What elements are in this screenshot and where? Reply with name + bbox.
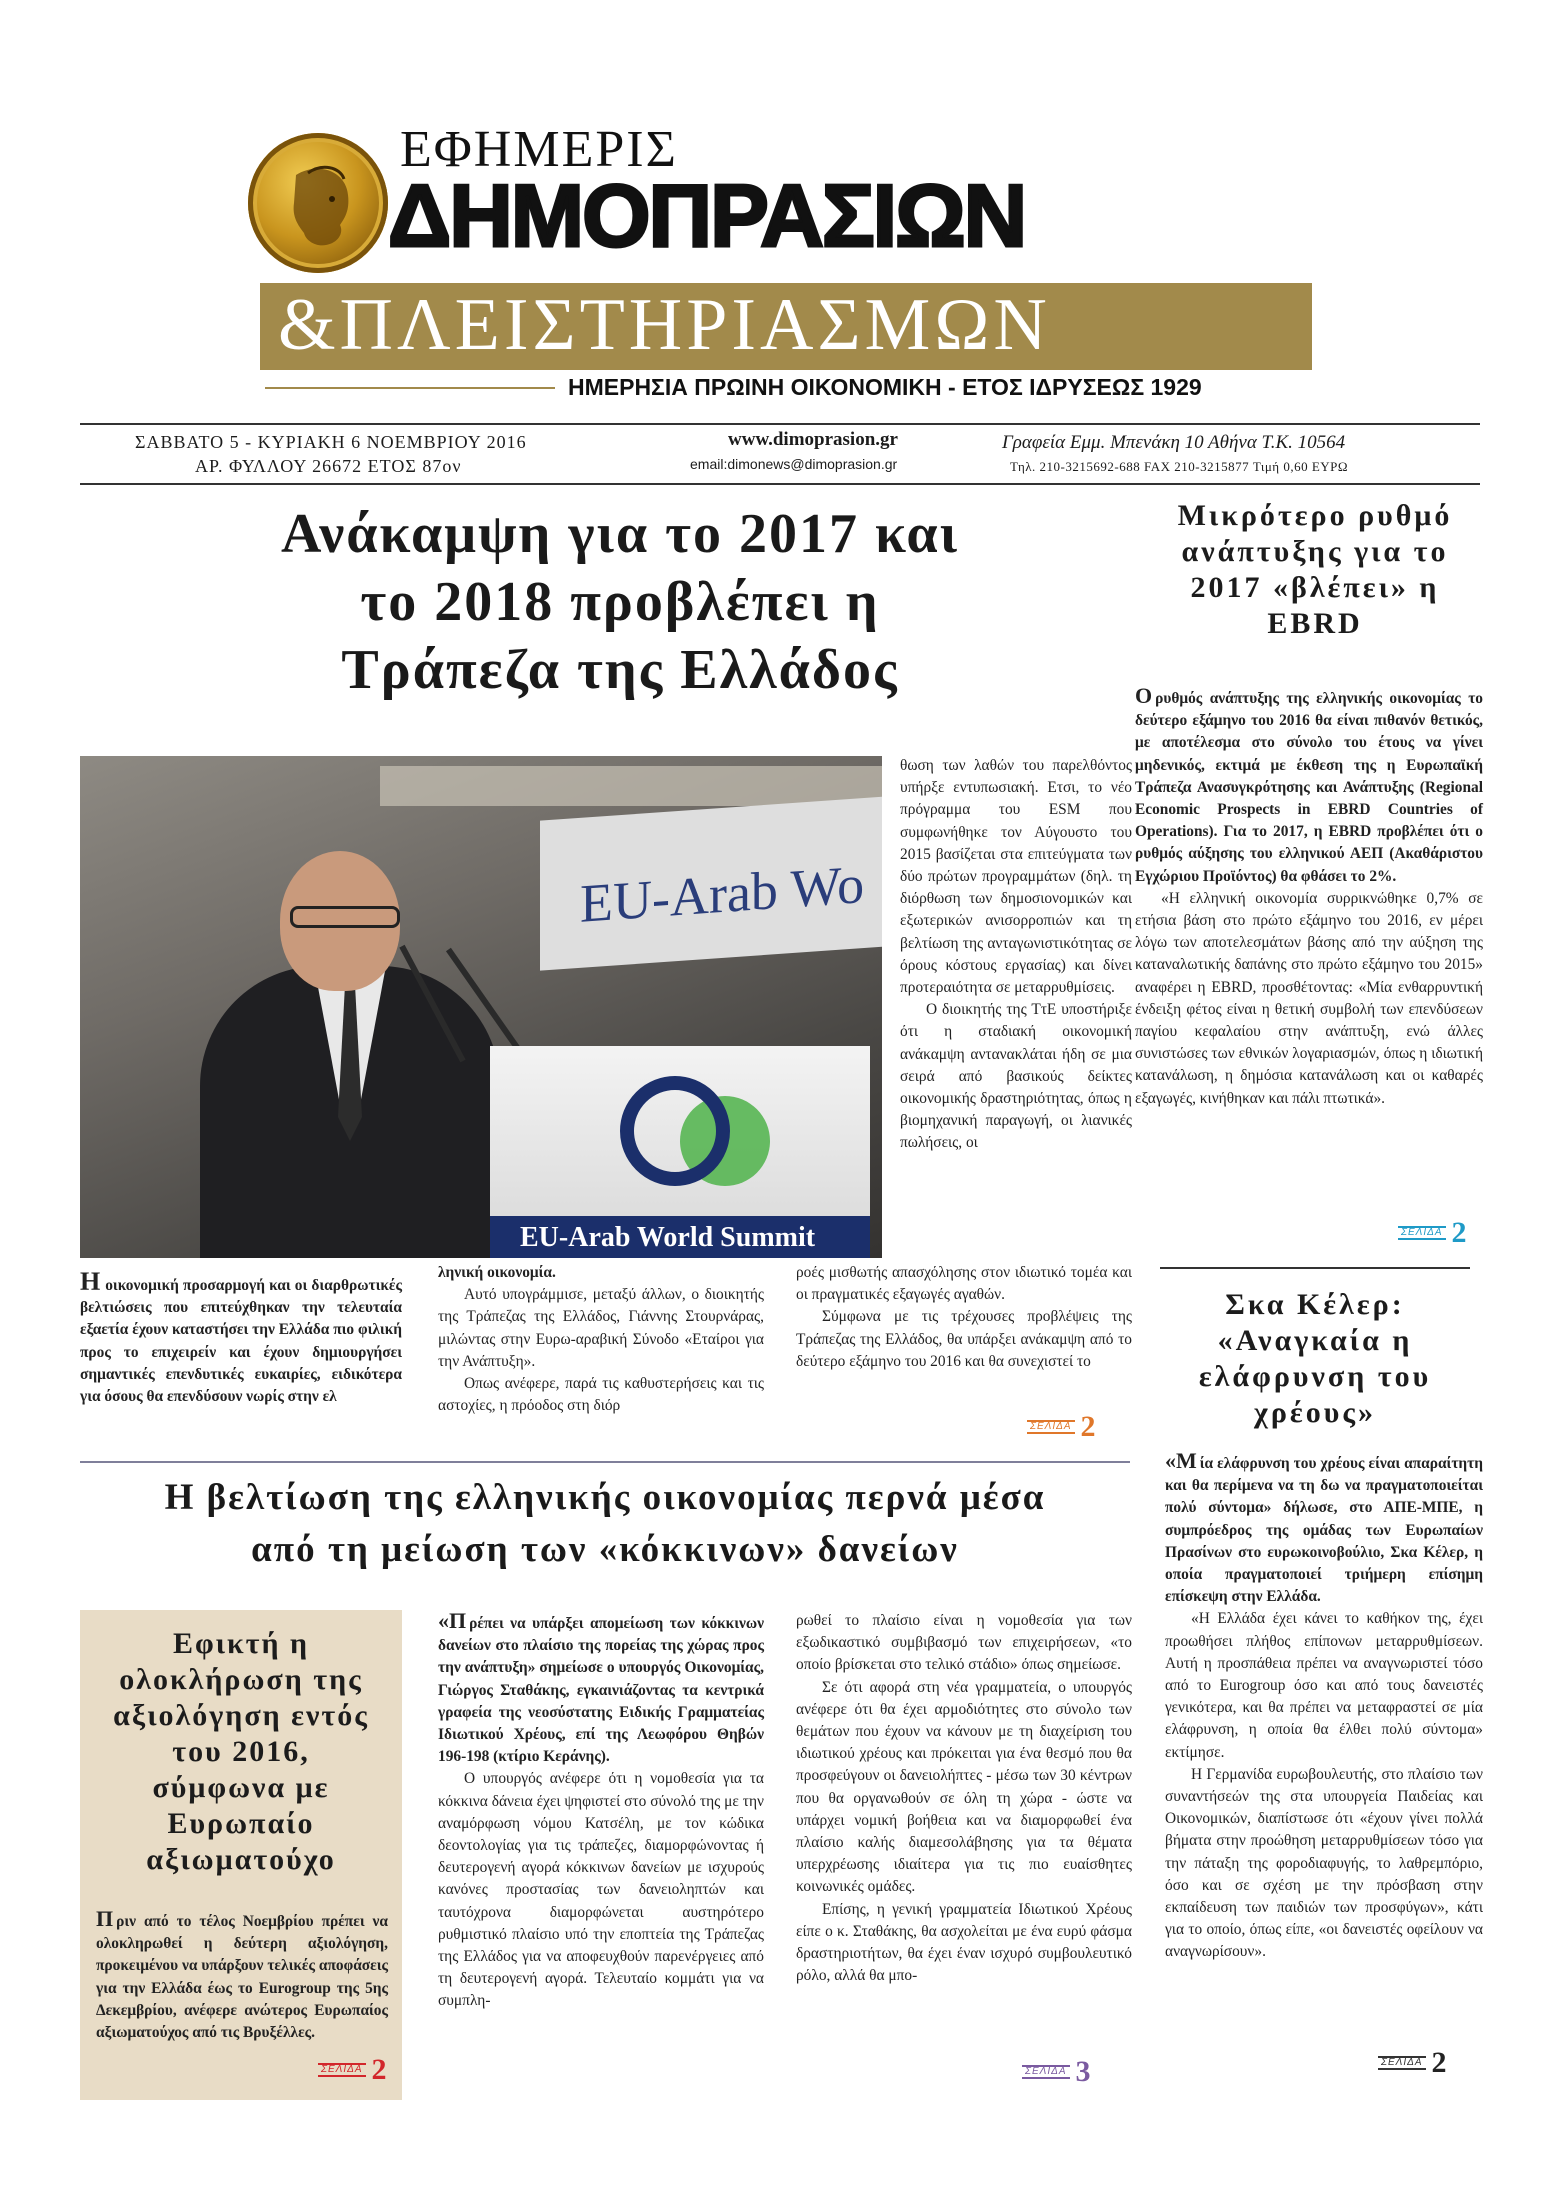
paragraph: «Η Ελλάδα έχει κάνει το καθήκον της, έχει προωθήσει πλήθος επίπονων μεταρρυθμίσεων. Αυτή η προσπάθεια πρέπει να αναγνωριστεί τόσο από το Eurogroup όσο και από τους δανειστές γενικότερα, και θα πρέπει να μεταφραστεί σε μία ελάφρυνση, η οποία θα έλθει πολύ σύντομα» εκτίμησε. bbox=[1165, 1610, 1483, 1761]
dropcap: Ο bbox=[1135, 683, 1153, 708]
paragraph: Σε ότι αφορά στη νέα γραμματεία, ο υπουργός ανέφερε ότι θα έχει αρμοδιότητες στο σύνολο των θεμάτων που έχουν να κάνουν με τη διαχείριση του ιδιωτικού χρέους και πρόκειται για ένα θεσμό που θα προσφεύγουν οι δανειολήπτες - μέσω των 30 κέντρων που θα οργανωθούν σε όλη τη χώρα - ώστε να υπάρχει νομική βοήθεια και να διαμορφωθεί ένα πλαίσιο καλής διαμεσολάβησης για τα θέματα υπερχρέωσης ιδιαίτερα για τις πιο ευαίσθητες κοινωνικές ομάδες. bbox=[796, 1678, 1132, 1896]
loans-page-ref[interactable] bbox=[1022, 2057, 1091, 2087]
lead-text: ρυθμός ανάπτυξης της ελληνικής οικονομίας το δεύτερο εξάμηνο του 2016 θα είναι πιθανόν θετικός, με αποτέλεσμα στο σύνολο του έτους να γίνει μηδενικός, εκτιμά με έκθεση της η Ευρωπαϊκή Τράπεζα Ανασυγκρότησης και Ανάπτυξης (Regional Economic Prospects in EBRD Countries of Operations). Για το 2017, η EBRD προβλέπει ότι ο ρυθμός αύξησης του ελληνικού ΑΕΠ (Ακαθάριστου Εγχώριου Προϊόντος) θα φθάσει το 2%. bbox=[1135, 690, 1483, 885]
main-article-col-3 bbox=[796, 1262, 1132, 1373]
lead-text: ρέπει να υπάρξει απομείωση των κόκκινων δανείων στο πλαίσιο της πορείας της χώρας προς την ανάπτυξη» σημείωσε ο υπουργός Οικονομίας, Γιώργος Σταθάκης, εγκαινιάζοντας τα κεντρικά γραφεία της νεοσύστατης Ειδικής Γραμματείας Ιδιωτικού Χρέους, επί της Λεωφόρου Θηβών 196-198 (κτίριο Κεράνης). bbox=[438, 1615, 764, 1766]
lead-text: ία ελάφρυνση του χρέους είναι απαραίτητη και θα περίμενα να τη δω να πραγματοποιείται πολύ σύντομα» δήλωσε, στο ΑΠΕ-ΜΠΕ, η συμπρόεδρος της ομάδας των Ευρωπαίων Πρασίνων στο ευρωκοινοβούλιο, Σκα Κέλερ, η οποία πραγματοποιεί τριήμερη επίσημη επίσκεψη στην Ελλάδα. bbox=[1165, 1455, 1483, 1606]
main-article-photo bbox=[80, 756, 882, 1258]
paragraph: Ο διοικητής της ΤτΕ υποστήριξε ότι η σταδιακή οικονομική ανάκαμψη αντανακλάται ήδη σε μια σειρά από βασικούς δείκτες οικονομικής δραστηριότητας, όπως η βιομηχανική παραγωγή, οι λιανικές πωλήσεις, οι bbox=[900, 1001, 1132, 1152]
evaluation-headline[interactable] bbox=[92, 1626, 390, 1878]
page-ref-number: 2 bbox=[1431, 2046, 1447, 2079]
dropcap: «Μ bbox=[1165, 1448, 1197, 1473]
ebrd-headline[interactable] bbox=[1135, 498, 1495, 642]
loans-article-col-1 bbox=[438, 1610, 764, 2013]
contact-phone: Τηλ. 210-3215692-688 FAX 210-3215877 Τιμή 0,60 ΕΥΡΩ bbox=[1010, 459, 1349, 474]
loans-headline[interactable] bbox=[80, 1472, 1130, 1576]
keller-article-body bbox=[1165, 1450, 1483, 1964]
headline-line: Μικρότερο ρυθμό bbox=[1177, 499, 1453, 532]
section-divider bbox=[80, 1461, 1130, 1463]
headline-line: 2017 «βλέπει» η bbox=[1190, 571, 1440, 604]
paragraph: Επίσης, η γενική γραμματεία Ιδιωτικού Χρέους είπε ο κ. Σταθάκης, θα ασχολείται με ένα ευρύ φάσμα δραστηριοτήτων, θα έχει έναν ισχυρό συμβουλευτικό ρόλο, αλλά θα μπο- bbox=[796, 1900, 1132, 1985]
page-ref-number: 2 bbox=[1080, 1410, 1096, 1443]
coin-head-icon bbox=[248, 133, 388, 273]
main-article-page-ref[interactable] bbox=[1027, 1412, 1096, 1442]
paragraph: ροές μισθωτής απασχόλησης στον ιδιωτικό τομέα και οι πραγματικές εξαγωγές αγαθών. bbox=[796, 1264, 1132, 1304]
headline-line: χρέους» bbox=[1254, 1396, 1376, 1429]
masthead-subtitle: &ΠΛΕΙΣΤΗΡΙΑΣΜΩΝ bbox=[278, 284, 1051, 366]
photo-background-banner bbox=[380, 766, 882, 806]
masthead-rule bbox=[265, 387, 555, 389]
office-address: Γραφεία Εμμ. Μπενάκη 10 Αθήνα Τ.Κ. 10564 bbox=[1002, 432, 1346, 453]
headline-line: αξιωματούχο bbox=[146, 1843, 336, 1876]
main-headline-line: Ανάκαμψη για το 2017 και bbox=[280, 503, 960, 565]
ebrd-page-ref[interactable] bbox=[1398, 1218, 1467, 1248]
email-link[interactable]: email:dimonews@dimoprasion.gr bbox=[690, 456, 898, 472]
paragraph: Οπως ανέφερε, παρά τις καθυστερήσεις και τις αστοχίες, η πρόοδος στη διόρ bbox=[438, 1375, 764, 1415]
paragraph: Αυτό υπογράμμισε, μεταξύ άλλων, ο διοικητής της Τράπεζας της Ελλάδος, Γιάννης Στουρνάρας, μιλώντας στην Ευρω-αραβική Σύνοδο «Εταίροι για την Ανάπτυξη». bbox=[438, 1286, 764, 1370]
headline-line: Εφικτή η bbox=[172, 1627, 310, 1660]
page-ref-label: ΣΕΛΙΔΑ bbox=[318, 2063, 366, 2077]
paragraph: Ο υπουργός ανέφερε ότι η νομοθεσία για τα κόκκινα δάνεια έχει ψηφιστεί στο σύνολό της με την αναμόρφωση νόμου Κατσέλη, με τον κώδικα δεοντολογίας για τις τράπεζες, διαμορφώνοντας ή δευτερογενή αγορά κόκκινων δανείων με ισχυρούς κανόνες προστασίας των δανειοληπτών και ταυτόχρονα διαμορφώνεται αυστηρότερο ρυθμιστικό πλαίσιο υπό την εποπτεία της Τράπεζας της Ελλάδος για να αποφευχθούν παρενέργειες από τη δευτερογενή αγορά. Τελευταίο κομμάτι για να συμπλη- bbox=[438, 1770, 764, 2010]
paragraph: θωση των λαθών του παρελθόντος υπήρξε εντυπωσιακή. Ετσι, το νέο πρόγραμμα του ESM που συμφωνήθηκε τον Αύγουστο του 2015 βασίζεται στα επιτεύγματα των δύο πρώτων προγραμμάτων (δηλ. τη διόρθωση των δημοσιονομικών και εξωτερικών ανισορροπιών και τη βελτίωση της ανταγωνιστικότητας σε όρους κόστους εργασίας) και δίνει προτεραιότητα σε μεταρρυθμίσεις. bbox=[900, 757, 1132, 997]
page-ref-label: ΣΕΛΙΔΑ bbox=[1378, 2056, 1426, 2070]
evaluation-body bbox=[96, 1908, 388, 2044]
masthead-coin-logo bbox=[248, 133, 388, 273]
photo-event-banner bbox=[540, 791, 882, 970]
loans-article-col-2 bbox=[796, 1610, 1132, 1987]
right-column-divider bbox=[1160, 1267, 1470, 1269]
paragraph: «Η ελληνική οικονομία συρρικνώθηκε 0,7% σε ετήσια βάση στο πρώτο εξάμηνο του 2016, εν μέρει λόγω των αποτελεσμάτων βάσης από την αύξηση της καταναλωτικής δαπάνης στο πρώτο εξάμηνο του 2015» αναφέρει η EBRD, προσθέτοντας: «Μία ενθαρρυντική ένδειξη φέτος είναι η θετική συμβολή των επενδύσεων παγίου κεφαλαίου στην ανάπτυξη, ενώ άλλες συνιστώσες των εθνικών λογαριασμών, όπως η ιδιωτική κατανάλωση, η δημόσια κατανάλωση και οι καθαρές εξαγωγές, κινήθηκαν και πάλι πτωτικά». bbox=[1135, 889, 1483, 1107]
dropcap: Π bbox=[96, 1906, 114, 1931]
page-ref-number: 2 bbox=[371, 2053, 387, 2086]
photo-banner-text: EU-Arab Wo bbox=[580, 854, 865, 934]
main-article-col-right bbox=[900, 755, 1132, 1155]
main-article-col-1 bbox=[80, 1267, 402, 1408]
summit-logo-ring-icon bbox=[620, 1076, 730, 1186]
main-article-col-2 bbox=[438, 1262, 764, 1417]
page-ref-label: ΣΕΛΙΔΑ bbox=[1022, 2065, 1070, 2079]
keller-page-ref[interactable] bbox=[1378, 2048, 1447, 2078]
ebrd-article-body bbox=[1135, 685, 1483, 1110]
headline-line: σύμφωνα με bbox=[152, 1771, 330, 1804]
photo-podium-sign bbox=[490, 1216, 870, 1258]
masthead-line1: ΕΦΗΜΕΡΙΣ bbox=[400, 121, 678, 178]
evaluation-page-ref[interactable] bbox=[318, 2055, 387, 2085]
dropcap: Η bbox=[80, 1267, 101, 1296]
page-ref-number: 2 bbox=[1451, 1216, 1467, 1249]
headline-line: από τη μείωση των «κόκκινων» δανείων bbox=[251, 1529, 959, 1570]
lead-text: ριν από το τέλος Νοεμβρίου πρέπει να ολοκληρωθεί η δεύτερη αξιολόγηση, προκειμένου να υπάρξουν τελικές αποφάσεις για την Ελλάδα έως το Eurogroup της 5ης Δεκεμβρίου, ανέφερε ανώτερος Ευρωπαίος αξιωματούχος από τις Βρυξέλλες. bbox=[96, 1913, 388, 2042]
website-link[interactable]: www.dimoprasion.gr bbox=[728, 429, 898, 450]
paragraph: ληνική οικονομία. bbox=[438, 1264, 556, 1281]
main-headline-line: το 2018 προβλέπει η bbox=[360, 571, 880, 633]
headline-line: Σκα Κέλερ: bbox=[1225, 1288, 1405, 1321]
photo-speaker-glasses bbox=[290, 906, 400, 928]
masthead-band bbox=[260, 283, 1312, 370]
paragraph: Σύμφωνα με τις τρέχουσες προβλέψεις της Τράπεζας της Ελλάδος, θα υπάρξει ανάκαμψη από το δεύτερο εξάμηνο του 2016 και θα συνεχιστεί το bbox=[796, 1308, 1132, 1370]
dropcap: «Π bbox=[438, 1608, 467, 1633]
header-rule-top bbox=[80, 423, 1480, 425]
keller-headline[interactable] bbox=[1135, 1287, 1495, 1431]
issue-date: ΣΑΒΒΑΤΟ 5 - ΚΥΡΙΑΚΗ 6 ΝΟΕΜΒΡΙΟΥ 2016 bbox=[135, 432, 527, 452]
headline-line: Ευρωπαίο bbox=[167, 1807, 315, 1840]
headline-line: ολοκλήρωση της bbox=[119, 1663, 363, 1696]
headline-line: EBRD bbox=[1267, 607, 1363, 640]
headline-line: του 2016, bbox=[172, 1735, 310, 1768]
headline-line: Η βελτίωση της ελληνικής οικονομίας περνά μέσα bbox=[164, 1477, 1046, 1518]
page-ref-number: 3 bbox=[1075, 2055, 1091, 2088]
main-headline[interactable] bbox=[100, 500, 1140, 704]
page-ref-label: ΣΕΛΙΔΑ bbox=[1027, 1420, 1075, 1434]
headline-line: ανάπτυξης για το bbox=[1181, 535, 1449, 568]
paragraph: ρωθεί το πλαίσιο είναι η νομοθεσία για των εξωδικαστικό συμβιβασμό των επιχειρήσεων, «το οποίο βρίσκεται στο τελικό στάδιο» όπως σημείωσε. bbox=[796, 1612, 1132, 1674]
headline-line: «Αναγκαία η bbox=[1217, 1324, 1413, 1357]
masthead-title: ΔΗΜΟΠΡΑΣΙΩΝ bbox=[388, 166, 1026, 265]
header-rule-bottom bbox=[80, 483, 1480, 485]
headline-line: ελάφρυνση του bbox=[1198, 1360, 1432, 1393]
lead-text: οικονομική προσαρμογή και οι διαρθρωτικές βελτιώσεις που επιτεύχθηκαν την τελευταία εξαετία έχουν καταστήσει την Ελλάδα πιο φιλική προς το επιχειρείν και έχουν δημιουργήσει σημαντικές επενδυτικές ευκαιρίες, ειδικότερα για όσους θα επενδύσουν νωρίς στην ελ bbox=[80, 1277, 402, 1406]
podium-text: EU-Arab World Summit bbox=[520, 1222, 816, 1253]
issue-number: ΑΡ. ΦΥΛΛΟΥ 26672 ΕΤΟΣ 87ον bbox=[195, 456, 462, 476]
page-ref-label: ΣΕΛΙΔΑ bbox=[1398, 1226, 1446, 1240]
headline-line: αξιολόγηση εντός bbox=[113, 1699, 369, 1732]
paragraph: Η Γερμανίδα ευρωβουλευτής, στο πλαίσιο των συναντήσεών της στα υπουργεία Παιδείας και Οικονομικών, διαπίστωσε ότι «έχουν γίνει πολλά βήματα στην προώθηση μεταρρυθμίσεων τόσο για την πάταξη της φοροδιαφυγής, το λαθρεμπόριο, όσο και σε σχέση με την πρόσβαση στην εκπαίδευση των παιδιών των προσφύγων», κάτι για το οποίο, όπως είπε, «οι δανειστές οφείλουν να αναγνωρίσουν». bbox=[1165, 1765, 1483, 1961]
masthead-tagline: ΗΜΕΡΗΣΙΑ ΠΡΩΙΝΗ ΟΙΚΟΝΟΜΙΚΗ - ΕΤΟΣ ΙΔΡΥΣΕΩΣ 1929 bbox=[568, 374, 1202, 400]
main-headline-line: Τράπεζα της Ελλάδος bbox=[341, 639, 899, 701]
